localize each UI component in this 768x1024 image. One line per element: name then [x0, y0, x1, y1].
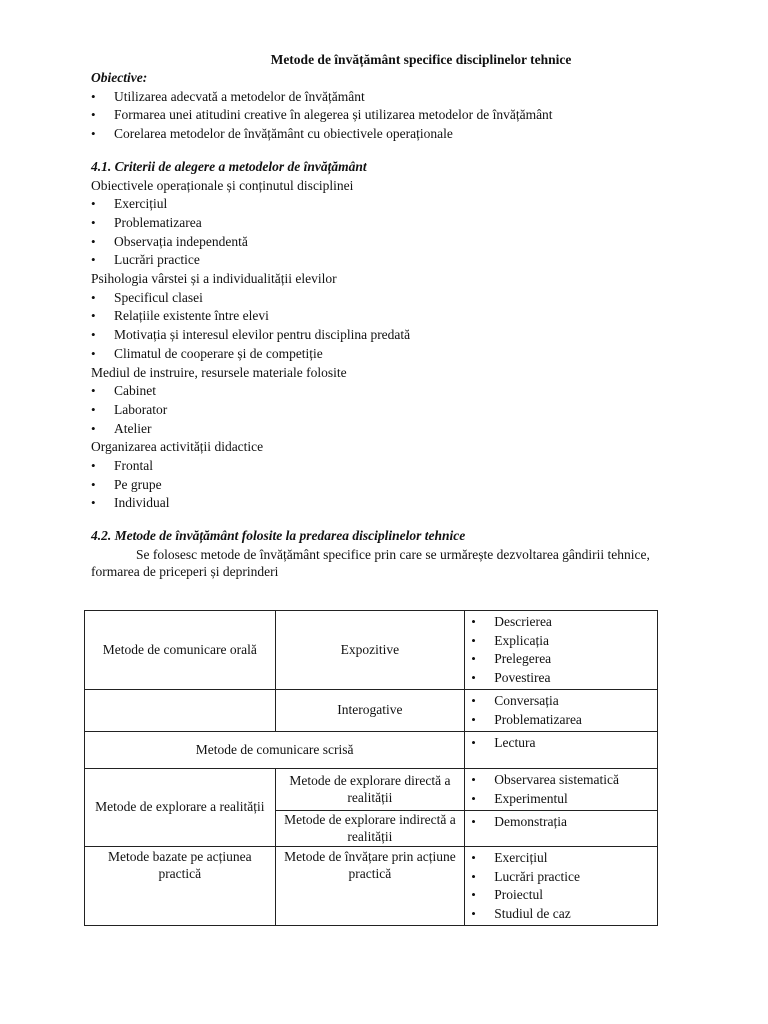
- empty-cell: [85, 690, 276, 732]
- written-methods-cell: Metode de comunicare scrisă: [85, 732, 465, 769]
- list-item: • Cabinet: [91, 382, 671, 401]
- list-item: • Demonstrația: [471, 813, 653, 832]
- list-item: • Pe grupe: [91, 476, 671, 495]
- objectives-list: [91, 88, 671, 144]
- methods-table: [84, 610, 658, 926]
- section-2-paragraph: Se folosesc metode de învățământ specifice prin care se urmărește dezvoltarea gândirii tehnice, formarea de priceperi și deprinderi: [91, 546, 650, 579]
- list-item: • Laborator: [91, 401, 671, 420]
- list-item: • Motivația și interesul elevilor pentru disciplina predată: [91, 326, 671, 345]
- criteria-group-label: Psihologia vârstei și a individualității elevilor: [91, 271, 337, 287]
- practical-items-cell: [465, 847, 658, 926]
- list-item: • Experimentul: [471, 790, 653, 809]
- list-item: • Lucrări practice: [91, 251, 671, 270]
- criteria-group-label: Organizarea activității didactice: [91, 439, 264, 455]
- criteria-list: [91, 289, 671, 364]
- oral-methods-cell: Metode de comunicare orală: [85, 611, 276, 690]
- indirect-items-cell: [465, 811, 658, 847]
- list-item: • Climatul de cooperare și de competiție: [91, 345, 671, 364]
- interrogative-cell: Interogative: [275, 690, 465, 732]
- section-2-heading: 4.2. Metode de învățământ folosite la predarea disciplinelor tehnice: [91, 528, 466, 544]
- objectives-heading: Obiective:: [91, 70, 148, 85]
- list-item: • Proiectul: [471, 886, 653, 905]
- list-item: • Conversația: [471, 692, 653, 711]
- exploration-methods-cell: Metode de explorare a realității: [85, 769, 276, 847]
- list-item: • Lectura: [471, 734, 653, 753]
- list-item: • Frontal: [91, 457, 671, 476]
- criteria-group-label: Obiectivele operaționale și conținutul disciplinei: [91, 177, 354, 193]
- list-item: • Problematizarea: [91, 214, 671, 233]
- practical-methods-cell: Metode bazate pe acțiunea practică: [85, 847, 276, 926]
- criteria-group-label: Mediul de instruire, resursele materiale folosite: [91, 364, 347, 380]
- list-item: • Studiul de caz: [471, 905, 653, 924]
- list-item: • Descrierea: [471, 613, 653, 632]
- indirect-exploration-cell: Metode de explorare indirectă a realității: [275, 811, 465, 847]
- expository-items-cell: [465, 611, 658, 690]
- list-item: • Prelegerea: [471, 650, 653, 669]
- list-item: • Povestirea: [471, 669, 653, 688]
- document-body: [91, 50, 671, 580]
- list-item: • Atelier: [91, 420, 671, 439]
- list-item: • Exercițiul: [91, 195, 671, 214]
- list-item: • Problematizarea: [471, 711, 653, 730]
- expository-cell: Expozitive: [275, 611, 465, 690]
- list-item: • Corelarea metodelor de învățământ cu obiectivele operaționale: [91, 125, 671, 144]
- list-item: • Specificul clasei: [91, 289, 671, 308]
- list-item: • Utilizarea adecvată a metodelor de învățământ: [91, 88, 671, 107]
- list-item: • Relațiile existente între elevi: [91, 307, 671, 326]
- section-1-heading: 4.1. Criterii de alegere a metodelor de învățământ: [91, 158, 367, 174]
- list-item: • Individual: [91, 494, 671, 513]
- direct-exploration-cell: Metode de explorare directă a realității: [275, 769, 465, 811]
- list-item: • Exercițiul: [471, 849, 653, 868]
- list-item: • Observarea sistematică: [471, 771, 653, 790]
- written-items-cell: [465, 732, 658, 769]
- practical-learning-cell: Metode de învățare prin acțiune practică: [275, 847, 465, 926]
- direct-items-cell: [465, 769, 658, 811]
- criteria-list: [91, 382, 671, 438]
- criteria-list: [91, 195, 671, 270]
- interrogative-items-cell: [465, 690, 658, 732]
- list-item: • Observația independentă: [91, 233, 671, 252]
- list-item: • Lucrări practice: [471, 868, 653, 887]
- list-item: • Explicația: [471, 632, 653, 651]
- list-item: • Formarea unei atitudini creative în alegerea și utilizarea metodelor de învățământ: [91, 106, 671, 125]
- criteria-list: [91, 457, 671, 513]
- page-title: Metode de învățământ specifice disciplinelor tehnice: [270, 52, 572, 67]
